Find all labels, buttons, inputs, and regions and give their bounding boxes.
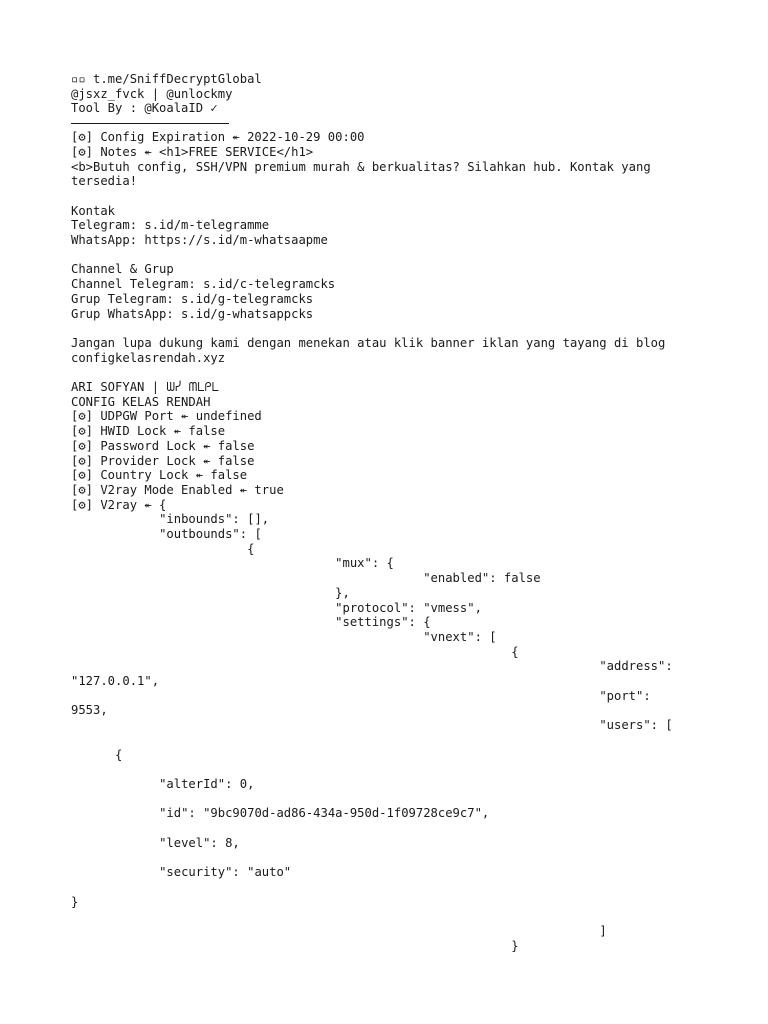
text-line: { [71,541,255,556]
header-handles-line: @jsxz_fvck | @unlockmy [71,86,233,101]
header-tool-line: Tool By : @KoalaID ✓ [71,101,218,116]
header-divider [71,123,229,124]
text-line [71,321,751,336]
text-line: { [71,644,519,659]
text-line: "outbounds": [ [71,527,262,542]
text-line: "vnext": [ [71,629,497,644]
text-line: [⚙] V2ray ↞ { [71,497,167,512]
text-line: "inbounds": [], [71,512,270,527]
text-line: } [71,938,519,953]
text-line: [⚙] UDPGW Port ↞ undefined [71,409,262,424]
header-channel-line: ▫▫ t.me/SniffDecryptGlobal [71,72,262,86]
text-line: Kontak [71,203,116,218]
text-line: Grup WhatsApp: s.id/g-whatsappcks [71,306,314,321]
text-line: "id": "9bc9070d-ad86-434a-950d-1f09728ce9c7", [71,806,490,821]
text-line: <b>Butuh config, SSH/VPN premium murah & berkualitas? Silahkan hub. Kontak yang [71,159,651,174]
text-line [71,821,751,836]
text-line: "address": [71,659,673,674]
text-line [71,880,751,895]
text-line: ARI SOFYAN | ᗯᓰ ᗰᒪᑭᒪ [71,380,220,394]
text-line [71,189,751,204]
text-line: "127.0.0.1", [71,674,160,689]
text-line: "settings": { [71,615,431,630]
text-line: "security": "auto" [71,865,292,880]
text-line: "protocol": "vmess", [71,600,482,615]
config-body [71,130,751,953]
text-line [71,792,751,807]
text-line: 9553, [71,703,108,718]
text-line: ] [71,923,607,938]
text-line: WhatsApp: https://s.id/m-whatsaapme [71,233,328,248]
text-line: Grup Telegram: s.id/g-telegramcks [71,291,314,306]
text-line: [⚙] HWID Lock ↞ false [71,424,226,439]
text-line: } [71,894,79,909]
text-line [71,850,751,865]
text-line: { [71,747,123,762]
text-line: [⚙] Provider Lock ↞ false [71,453,255,468]
document-page [71,72,751,953]
text-line: [⚙] Config Expiration ↞ 2022-10-29 00:00 [71,130,365,145]
text-line: [⚙] Country Lock ↞ false [71,468,248,483]
text-line: Telegram: s.id/m-telegramme [71,218,270,233]
text-line [71,909,751,924]
text-line: "port": [71,688,651,703]
text-line: }, [71,585,350,600]
text-line: "alterId": 0, [71,776,255,791]
text-line: [⚙] Password Lock ↞ false [71,438,255,453]
text-line [71,733,751,748]
text-line: "level": 8, [71,835,240,850]
text-line: [⚙] V2ray Mode Enabled ↞ true [71,482,284,497]
text-line: Channel & Grup [71,262,174,277]
text-line: "enabled": false [71,571,541,586]
text-line: tersedia! [71,174,138,189]
text-line: Jangan lupa dukung kami dengan menekan atau klik banner iklan yang tayang di blog [71,335,666,350]
document-header [71,72,751,116]
text-line: configkelasrendah.xyz [71,350,226,365]
text-line: CONFIG KELAS RENDAH [71,394,211,409]
text-line: "users": [ [71,718,673,733]
text-line [71,248,751,263]
text-line: "mux": { [71,556,394,571]
text-line: [⚙] Notes ↞ <h1>FREE SERVICE</h1> [71,144,314,159]
text-line: Channel Telegram: s.id/c-telegramcks [71,277,336,292]
text-line [71,762,751,777]
text-line [71,365,751,380]
